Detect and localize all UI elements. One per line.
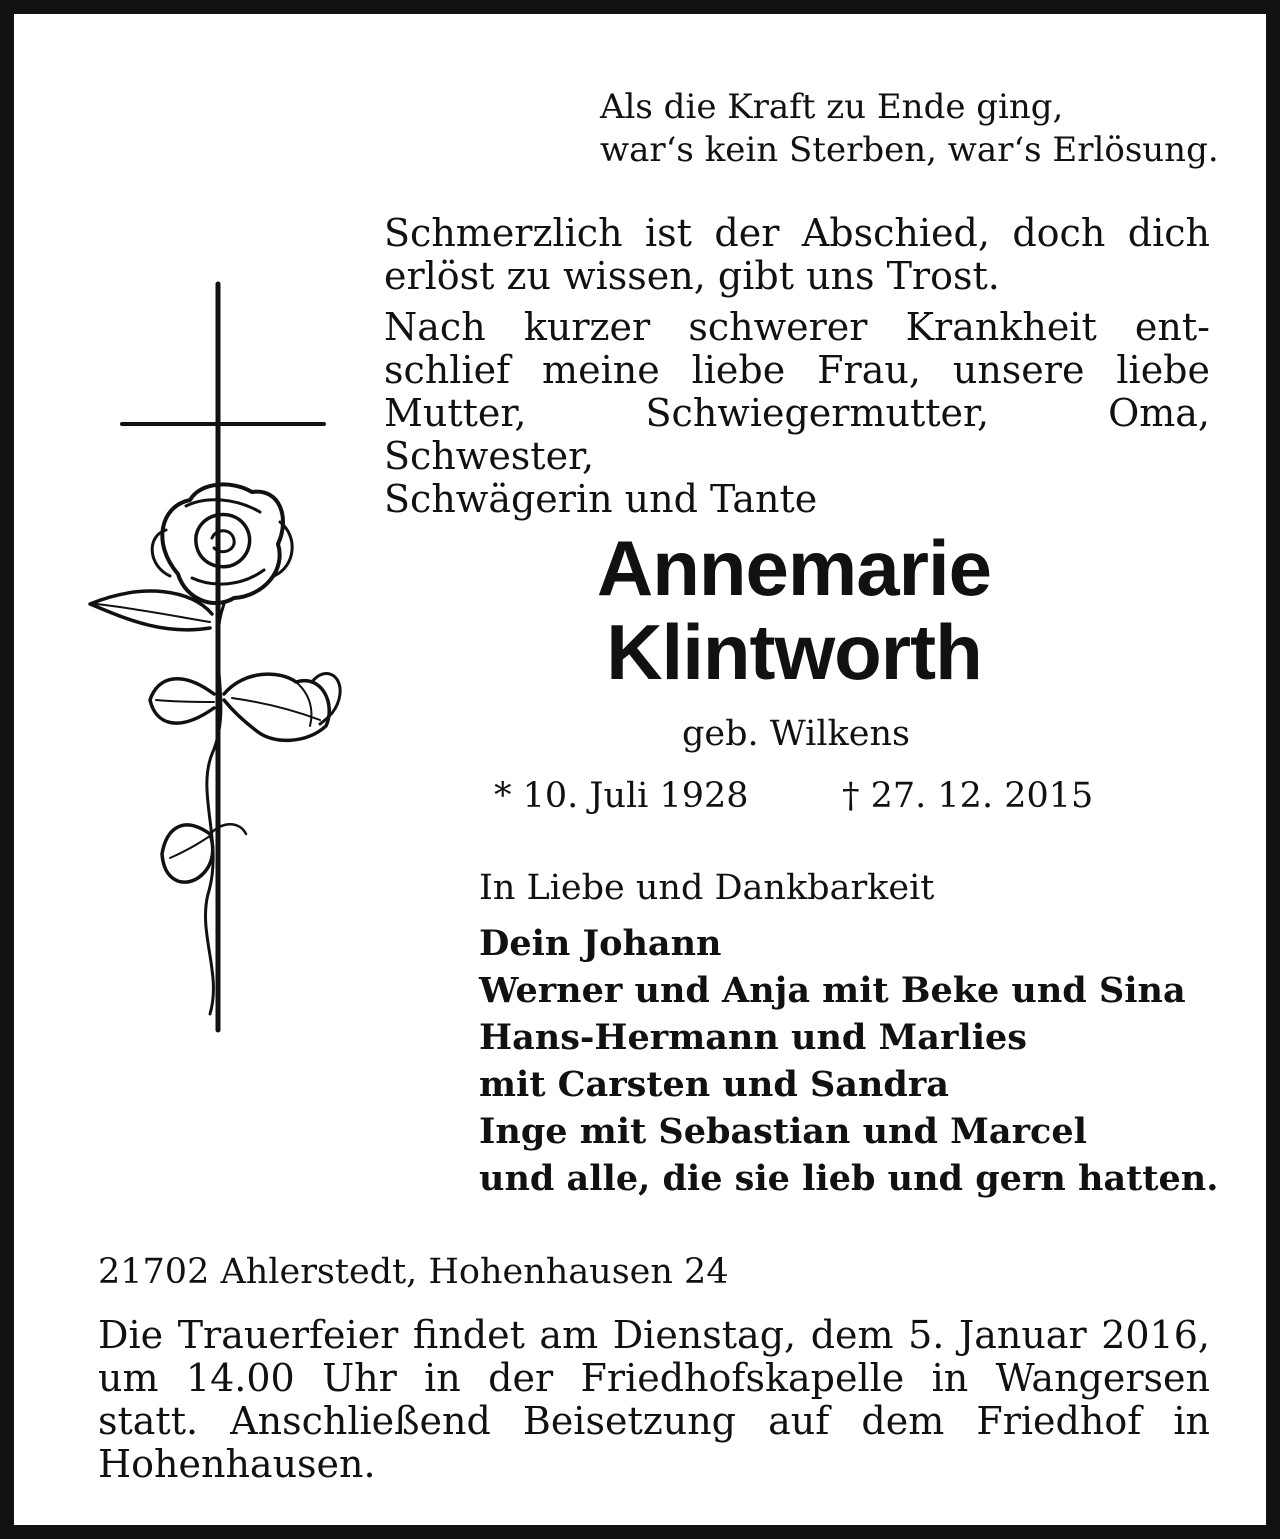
intro-line: Schwägerin und Tante [384, 477, 818, 521]
deceased-name [494, 526, 1094, 694]
death-date: † 27. 12. 2015 [842, 776, 1094, 816]
birth-date: * 10. Juli 1928 [494, 776, 749, 816]
intro-text [384, 212, 1210, 521]
funeral-line: um 14.00 Uhr in der Friedhofskapelle in Wangersen [98, 1356, 1210, 1400]
intro-line: Nach kurzer schwerer Krankheit ent- [384, 305, 1210, 349]
thanks-line: In Liebe und Dankbarkeit [479, 868, 935, 908]
maiden-name: geb. Wilkens [682, 714, 910, 754]
mourner-line: Dein Johann [479, 923, 722, 964]
deceased-first-name: Annemarie [596, 524, 992, 612]
mourner-line: Hans-Hermann und Marlies [479, 1017, 1027, 1058]
mourners-list [479, 920, 1239, 1202]
motto-line: war‘s kein Sterben, war‘s Erlösung. [600, 130, 1219, 170]
funeral-line: Die Trauerfeier findet am Dienstag, dem 5. Januar 2016, [98, 1313, 1210, 1357]
mourner-line: Werner und Anja mit Beke und Sina [479, 970, 1186, 1011]
intro-line: Mutter, Schwiegermutter, Oma, Schwester, [384, 391, 1210, 478]
deceased-last-name: Klintworth [606, 608, 982, 696]
mourner-line: mit Carsten und Sandra [479, 1064, 949, 1105]
intro-line: erlöst zu wissen, gibt uns Trost. [384, 254, 1000, 298]
motto [600, 86, 1220, 172]
intro-line: Schmerzlich ist der Abschied, doch dich [384, 211, 1210, 255]
funeral-line: statt. Anschließend Beisetzung auf dem Friedhof in [98, 1399, 1210, 1443]
funeral-line: Hohenhausen. [98, 1442, 376, 1486]
mourner-line: Inge mit Sebastian und Marcel [479, 1111, 1087, 1152]
intro-line: schlief meine liebe Frau, unsere liebe [384, 348, 1210, 392]
motto-line: Als die Kraft zu Ende ging, [600, 87, 1064, 127]
funeral-details [98, 1314, 1210, 1486]
mourner-line: und alle, die sie lieb und gern hatten. [479, 1158, 1219, 1199]
cross-with-rose-icon [74, 274, 364, 1044]
family-address: 21702 Ahlerstedt, Hohenhausen 24 [98, 1252, 729, 1292]
